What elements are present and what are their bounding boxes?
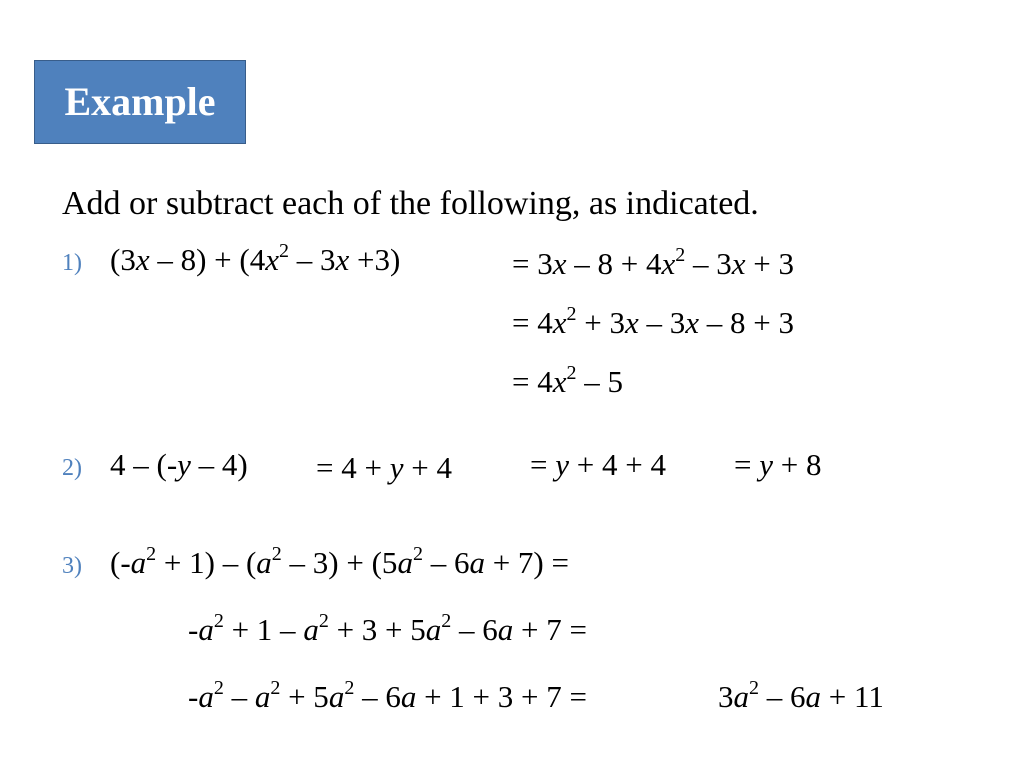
problem-3-number: 3) bbox=[62, 553, 82, 579]
instruction-text: Add or subtract each of the following, as indicated. bbox=[62, 185, 759, 222]
problem-1-expression: $(3x - 8) + (4x^2 - 3x +3)$ bbox=[110, 239, 401, 277]
problem-3-step-1: $-a^2 + 1 - a^2 + 3 + 5a^2 - 6a + 7$ = bbox=[188, 609, 587, 647]
problem-2-expression: 4 – (-y – 4) bbox=[110, 447, 248, 482]
problem-1-step-1: = $3x - 8 + 4x^2 - 3x + 3$ bbox=[512, 243, 794, 281]
problem-1-number: 1) bbox=[62, 250, 82, 276]
problem-2-step-3: = y + 8 bbox=[734, 447, 822, 482]
slide-title: Example bbox=[64, 79, 216, 124]
problem-1-step-3: = $4x^2 - 5$ bbox=[512, 361, 623, 399]
problem-3-expression: $(-a^2 + 1) - (a^2 - 3) + (5a^2 - 6a + 7)$ = bbox=[110, 542, 569, 580]
problem-3-step-2: $-a^2 - a^2 + 5a^2 - 6a + 1 + 3 + 7$ = bbox=[188, 676, 587, 714]
problem-2-step-2: = y + 4 + 4 bbox=[530, 447, 666, 482]
title-box bbox=[34, 60, 246, 144]
problem-2-step-1: = 4 + y + 4 bbox=[316, 450, 452, 485]
problem-1-step-2: = $4x^2 + 3x - 3x - 8 + 3$ bbox=[512, 302, 794, 340]
problem-2-number: 2) bbox=[62, 455, 82, 481]
problem-3-step-3: $3a^2 - 6a + 11$ bbox=[718, 676, 884, 714]
